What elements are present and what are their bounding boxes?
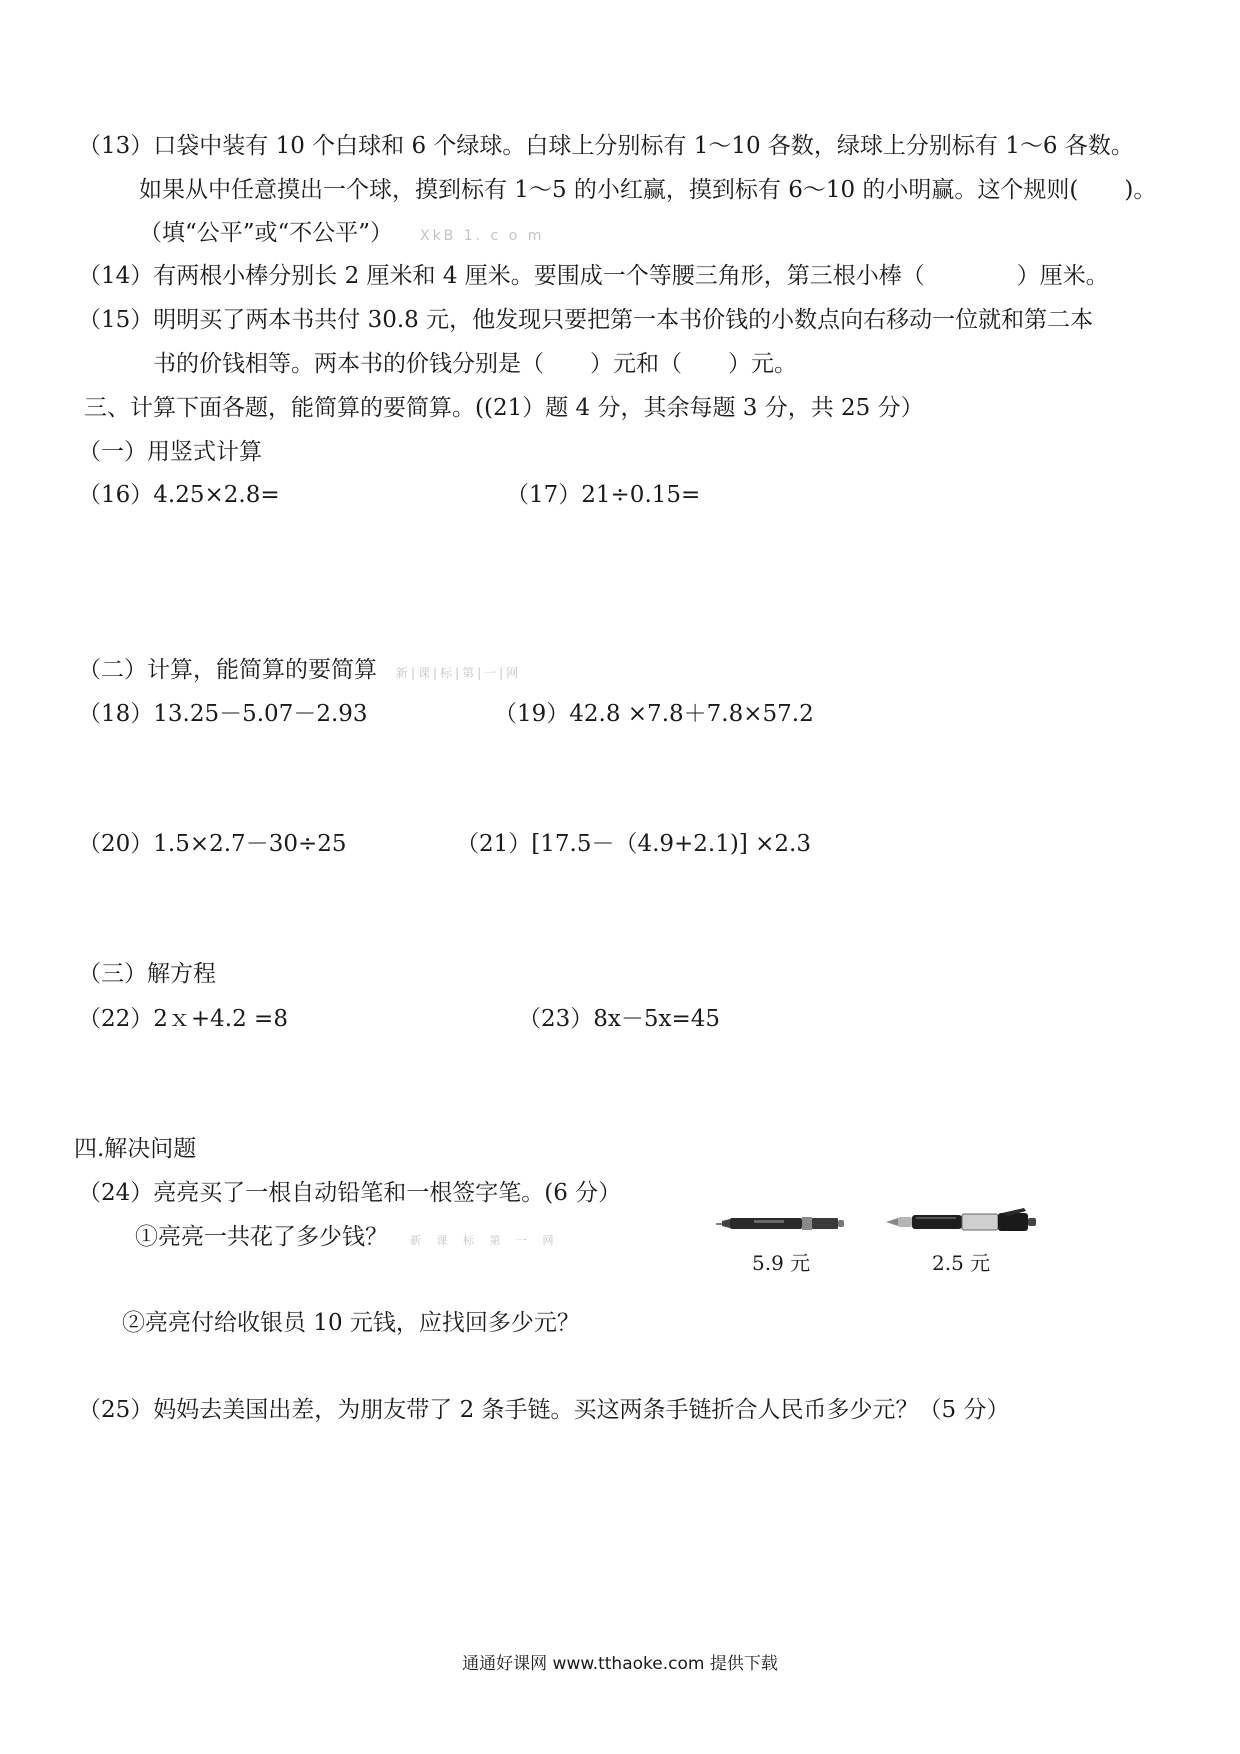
q25-line1: （25）妈妈去美国出差，为朋友带了 2 条手链。买这两条手链折合人民币多少元？（5 分） [78, 1397, 1010, 1423]
pencil-price: 5.9 元 [752, 1251, 811, 1275]
q18: （18）13.25－5.07－2.93 [78, 701, 368, 727]
q13-line1: （13）口袋中装有 10 个白球和 6 个绿球。白球上分别标有 1～10 各数，绿球上分别标有 1～6 各数。 [78, 133, 1134, 159]
section4-title: 四.解决问题 [74, 1136, 197, 1162]
q22: （22）2ｘ+4.2 =8 [78, 1006, 288, 1032]
page-footer: 通通好课网 www.tthaoke.com 提供下载 [462, 1654, 778, 1674]
watermark-xkb1: XkB 1. c o m [420, 228, 545, 244]
q21: （21）[17.5－（4.9+2.1)] ×2.3 [456, 831, 811, 857]
mechanical-pencil-icon [714, 1212, 846, 1234]
section3-title: 三、计算下面各题，能简算的要简算。((21）题 4 分，其余每题 3 分，共 25 分） [84, 395, 924, 421]
q15-line2: 书的价钱相等。两本书的价钱分别是（ ）元和（ ）元。 [153, 351, 797, 377]
q15-line1: （15）明明买了两本书共付 30.8 元，他发现只要把第一本书价钱的小数点向右移动一位就和第二本 [78, 307, 1094, 333]
watermark-xinkebiao-2: 新 课 标 第 一 网 [410, 1234, 560, 1247]
section3-part2-title: （二）计算，能简算的要简算 [78, 657, 377, 683]
q13-line2: 如果从中任意摸出一个球，摸到标有 1～5 的小红赢，摸到标有 6～10 的小明赢。这个规则( )。 [139, 177, 1157, 203]
q19: （19）42.8 ×7.8＋7.8×57.2 [494, 701, 814, 727]
q14-line1: （14）有两根小棒分别长 2 厘米和 4 厘米。要围成一个等腰三角形，第三根小棒（ ）厘米。 [78, 263, 1109, 289]
q16: （16）4.25×2.8= [78, 482, 280, 508]
gel-pen-icon [884, 1208, 1038, 1236]
q24-sub2: ②亮亮付给收银员 10 元钱，应找回多少元？ [122, 1310, 580, 1336]
q13-line3: （填“公平”或“不公平”） [139, 220, 394, 246]
pen-price: 2.5 元 [932, 1251, 991, 1275]
q23: （23）8x－5x=45 [518, 1006, 721, 1032]
q20: （20）1.5×2.7－30÷25 [78, 831, 347, 857]
section3-part1-title: （一）用竖式计算 [78, 439, 262, 465]
watermark-xinkebiao: 新|课|标|第|一|网 [396, 666, 522, 680]
q24-sub1: ①亮亮一共花了多少钱？ [135, 1224, 388, 1250]
section3-part3-title: （三）解方程 [78, 961, 216, 987]
q17: （17）21÷0.15= [506, 482, 701, 508]
q24-line1: （24）亮亮买了一根自动铅笔和一根签字笔。(6 分） [78, 1180, 622, 1206]
